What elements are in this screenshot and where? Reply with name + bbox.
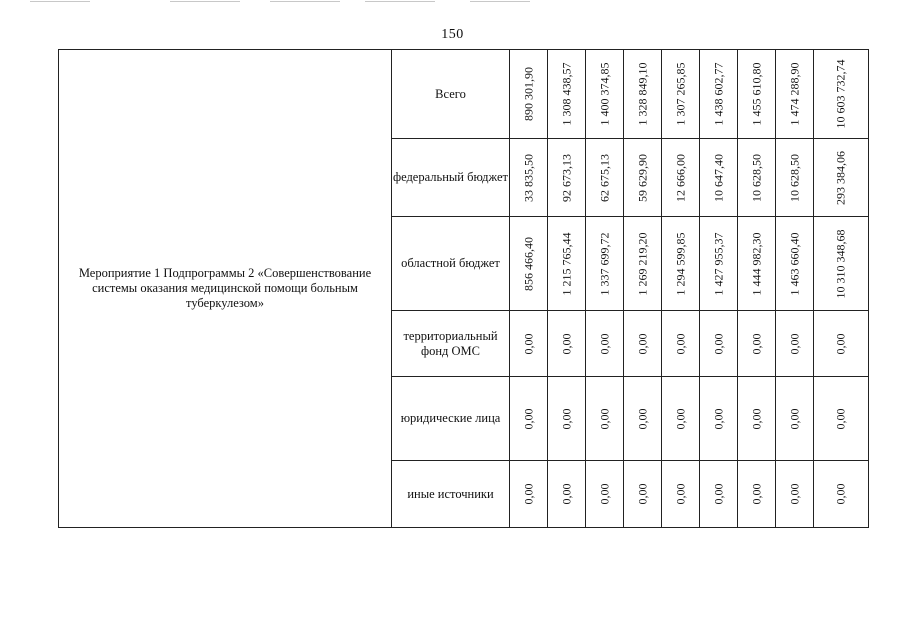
value-cell: [776, 217, 814, 311]
value-text: 10 310 348,68: [833, 229, 848, 298]
value-text: 0,00: [711, 483, 725, 505]
value-text: 0,00: [711, 333, 725, 354]
value-text: 0,00: [597, 483, 611, 505]
value-text: 0,00: [559, 483, 573, 505]
value-cell: [814, 311, 869, 377]
value-cell: [586, 139, 624, 217]
value-cell: [548, 377, 586, 461]
value-text: 0,00: [635, 483, 649, 505]
value-cell: [624, 50, 662, 139]
funding-source-cell: [392, 50, 510, 139]
value-cell: [662, 311, 700, 377]
value-cell: [776, 377, 814, 461]
page-number: 150: [441, 27, 464, 42]
value-cell: [738, 217, 776, 311]
scan-artifact: [30, 1, 90, 2]
value-text: 0,00: [833, 408, 848, 429]
value-text: 0,00: [559, 408, 573, 429]
value-cell: [586, 50, 624, 139]
value-text: 10 647,40: [711, 153, 725, 202]
value-text: 0,00: [559, 333, 573, 354]
value-cell: [700, 50, 738, 139]
value-cell: [814, 377, 869, 461]
value-text: 0,00: [673, 408, 687, 429]
funding-source-cell: [392, 217, 510, 311]
value-text: 1 463 660,40: [787, 232, 801, 295]
value-cell: [624, 377, 662, 461]
value-cell: [624, 311, 662, 377]
value-text: 33 835,50: [521, 153, 535, 202]
value-cell: [662, 50, 700, 139]
value-cell: [548, 217, 586, 311]
value-cell: [548, 50, 586, 139]
value-text: 1 294 599,85: [673, 232, 687, 295]
value-text: 12 666,00: [673, 153, 687, 202]
value-text: 0,00: [787, 333, 801, 354]
value-cell: [510, 461, 548, 528]
value-text: 1 269 219,20: [635, 232, 649, 295]
value-text: 0,00: [635, 333, 649, 354]
value-cell: [510, 50, 548, 139]
value-text: 0,00: [711, 408, 725, 429]
value-text: 890 301,90: [521, 67, 535, 121]
value-cell: [700, 217, 738, 311]
value-text: 1 438 602,77: [711, 62, 725, 126]
funding-source-label: федеральный бюджет: [392, 170, 509, 184]
value-cell: [586, 377, 624, 461]
funding-source-cell: [392, 377, 510, 461]
value-cell: [814, 50, 869, 139]
value-text: 0,00: [749, 408, 763, 429]
budget-table: [58, 49, 869, 528]
value-text: 10 628,50: [787, 153, 801, 202]
value-cell: [700, 461, 738, 528]
value-text: 0,00: [521, 333, 535, 354]
value-cell: [624, 217, 662, 311]
value-cell: [662, 217, 700, 311]
value-text: 1 215 765,44: [559, 232, 573, 295]
value-text: 293 384,06: [833, 150, 848, 205]
value-cell: [776, 139, 814, 217]
value-cell: [548, 461, 586, 528]
value-text: 1 400 374,85: [597, 62, 611, 126]
value-cell: [776, 311, 814, 377]
event-label-cell: [59, 50, 392, 528]
value-cell: [662, 139, 700, 217]
value-cell: [548, 139, 586, 217]
scan-artifact: [270, 1, 340, 2]
funding-source-label: иные источники: [407, 486, 494, 501]
funding-source-cell: [392, 139, 510, 217]
value-cell: [814, 461, 869, 528]
value-text: 0,00: [833, 483, 848, 505]
scan-artifact: [170, 1, 240, 2]
value-cell: [738, 377, 776, 461]
event-label: Мероприятие 1 Подпрограммы 2 «Совершенствование системы оказания медицинской помощи больным туберкулезом»: [78, 266, 372, 310]
value-text: 0,00: [673, 333, 687, 354]
funding-source-label: юридические лица: [400, 411, 501, 425]
value-text: 0,00: [749, 333, 763, 354]
value-cell: [814, 139, 869, 217]
value-text: 62 675,13: [597, 153, 611, 202]
value-text: 0,00: [635, 408, 649, 429]
value-cell: [776, 461, 814, 528]
value-text: 856 466,40: [521, 236, 535, 291]
value-cell: [586, 217, 624, 311]
value-cell: [662, 377, 700, 461]
value-text: 1 307 265,85: [673, 62, 687, 126]
value-cell: [510, 311, 548, 377]
value-text: 59 629,90: [635, 153, 649, 202]
table-row: [59, 50, 869, 139]
value-cell: [510, 377, 548, 461]
value-cell: [624, 139, 662, 217]
value-text: 1 337 699,72: [597, 232, 611, 295]
value-cell: [738, 139, 776, 217]
scan-artifact: [470, 1, 530, 2]
value-cell: [814, 217, 869, 311]
value-cell: [738, 311, 776, 377]
funding-source-cell: [392, 311, 510, 377]
value-cell: [510, 139, 548, 217]
value-text: 0,00: [787, 408, 801, 429]
value-cell: [700, 139, 738, 217]
value-text: 10 628,50: [749, 153, 763, 202]
value-text: 0,00: [833, 333, 848, 354]
value-text: 0,00: [521, 483, 535, 505]
value-text: 0,00: [597, 333, 611, 354]
value-cell: [738, 50, 776, 139]
value-text: 1 328 849,10: [635, 62, 649, 126]
value-text: 0,00: [521, 408, 535, 429]
value-cell: [586, 461, 624, 528]
value-text: 0,00: [787, 483, 801, 505]
funding-source-label: областной бюджет: [401, 256, 500, 270]
value-cell: [624, 461, 662, 528]
value-cell: [586, 311, 624, 377]
value-text: 0,00: [597, 408, 611, 429]
value-cell: [662, 461, 700, 528]
funding-source-label: Всего: [435, 86, 466, 101]
value-cell: [700, 377, 738, 461]
value-text: 1 444 982,30: [749, 232, 763, 295]
value-text: 0,00: [673, 483, 687, 505]
value-text: 0,00: [749, 483, 763, 505]
value-cell: [700, 311, 738, 377]
value-cell: [548, 311, 586, 377]
value-text: 1 474 288,90: [787, 62, 801, 126]
value-cell: [510, 217, 548, 311]
value-text: 92 673,13: [559, 153, 573, 202]
funding-source-cell: [392, 461, 510, 528]
value-text: 1 455 610,80: [749, 62, 763, 126]
scan-artifact: [365, 1, 435, 2]
value-cell: [738, 461, 776, 528]
value-text: 10 603 732,74: [833, 59, 848, 129]
value-text: 1 427 955,37: [711, 232, 725, 295]
value-cell: [776, 50, 814, 139]
funding-source-label: территориальный фонд ОМС: [403, 328, 498, 358]
value-text: 1 308 438,57: [559, 62, 573, 126]
